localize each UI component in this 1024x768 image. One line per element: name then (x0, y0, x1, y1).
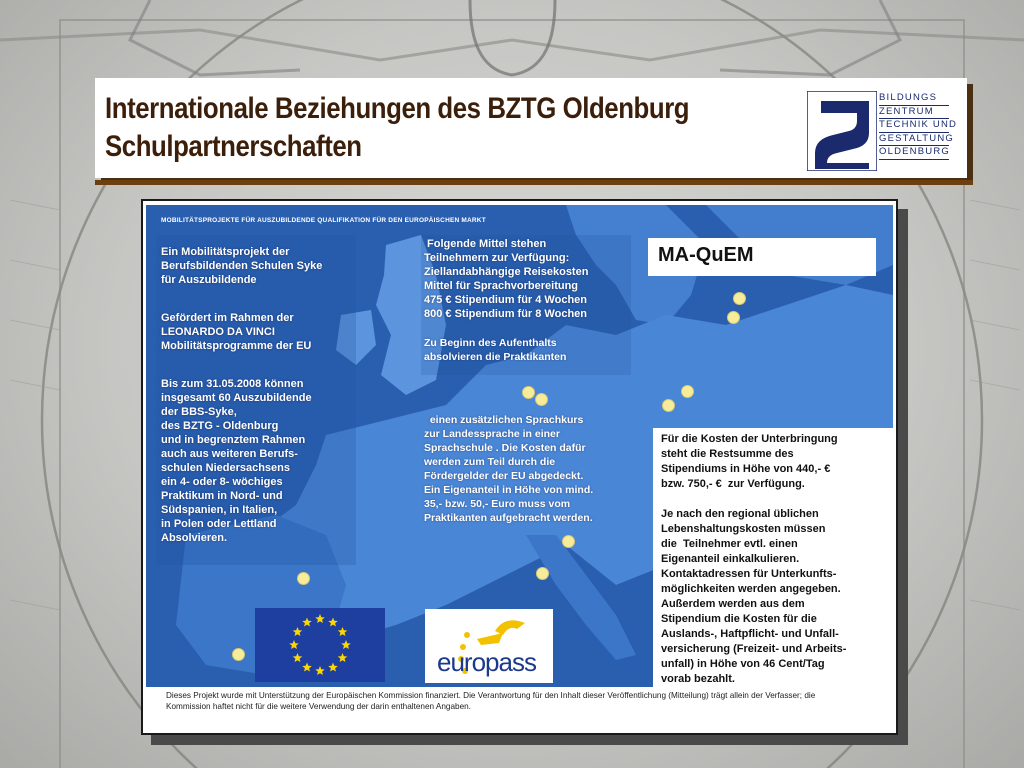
slide-subtitle: Schulpartnerschaften (105, 130, 362, 163)
location-marker (536, 567, 549, 580)
logo-line: ZENTRUM (879, 106, 949, 120)
location-marker (727, 311, 740, 324)
funds-text: Folgende Mittel stehen Teilnehmern zur Verfügung: Ziellandabhängige Reisekosten Mittel für Sprachvorbereitung 475 € Stipendium für 4 Wochen 800 € Stipendium für 8 Wochen (424, 238, 589, 320)
location-marker (522, 386, 535, 399)
title-banner (95, 78, 967, 178)
details-text: Bis zum 31.05.2008 können insgesamt 60 Auszubildende der BBS-Syke, des BZTG - Oldenburg und in begrenztem Rahmen auch aus weiteren Berufs- schulen Niedersachsens ein 4- oder 8- wöchiges Praktikum in Nord- und Südspanien, in Italien, in Polen oder Lettland Absolvieren. (161, 378, 312, 544)
poster (146, 205, 893, 729)
location-marker (681, 385, 694, 398)
accommodation-text: Für die Kosten der Unterbringung steht die Restsumme des Stipendiums in Höhe von 440,- € bzw. 750,- € zur Verfügung. Je nach den regional üblichen Lebenshaltungskosten müssen die Teilnehmer evtl. einen Eigenanteil einkalkulieren. Kontaktadressen für Unterkunfts- möglichkeiten werden angegeben. Außerdem werden aus dem Stipendium die Kosten für die Auslands-, Haftpflicht- und Unfall- versicherung (Freizeit- und Arbeits- unfall) in Höhe von 46 Cent/Tag vorab bezahlt. (661, 433, 847, 685)
title-underline (95, 180, 973, 185)
logo-mark-icon (807, 91, 877, 171)
location-marker (297, 572, 310, 585)
poster-header: MOBILITÄTSPROJEKTE FÜR AUSZUBILDENDE QUALIFIKATION FÜR DEN EUROPÄISCHEN MARKT (161, 217, 486, 224)
language-course-text: einen zusätzlichen Sprachkurs zur Landessprache in einer Sprachschule . Die Kosten dafür werden zum Teil durch die Fördergelder der EU abgedeckt. Ein Eigenanteil in Höhe von mind. 35,- bzw. 50,- Euro muss vom Praktikanten aufgebracht werden. (424, 414, 594, 524)
poster-frame (141, 199, 898, 735)
logo-line: OLDENBURG (879, 146, 949, 160)
logo-line: TECHNIK UND (879, 119, 949, 133)
eu-flag-icon (255, 608, 385, 682)
location-marker (232, 648, 245, 661)
location-marker (562, 535, 575, 548)
poster-footer (146, 687, 893, 729)
europass-logo (425, 609, 553, 683)
logo-line: BILDUNGS (879, 92, 949, 106)
disclaimer-text: Dieses Projekt wurde mit Unterstützung der Europäischen Kommission finanziert. Die Verantwortung für den Inhalt dieser Veröffentlichung (Mitteilung) trägt allein der Verfasser; die Kommission haftet nicht für die weitere Verwendung der darin enthaltenen Angaben. (166, 691, 816, 711)
europass-label: europass (437, 647, 536, 677)
location-marker (733, 292, 746, 305)
start-text: Zu Beginn des Aufenthalts absolvieren die Praktikanten (424, 337, 567, 363)
logo-text (879, 92, 958, 160)
location-marker (662, 399, 675, 412)
accommodation-box (653, 428, 893, 688)
program-label-box (648, 238, 876, 276)
logo-line: GESTALTUNG (879, 133, 949, 147)
funding-text: Gefördert im Rahmen der LEONARDO DA VINCI Mobilitätsprogramme der EU (161, 312, 312, 352)
intro-text: Ein Mobilitätsprojekt der Berufsbildenden Schulen Syke für Auszubildende (161, 246, 323, 286)
bztg-logo (807, 91, 958, 171)
program-label: MA-QuEM (658, 244, 754, 266)
slide-title: Internationale Beziehungen des BZTG Oldenburg (105, 92, 690, 125)
location-marker (535, 393, 548, 406)
